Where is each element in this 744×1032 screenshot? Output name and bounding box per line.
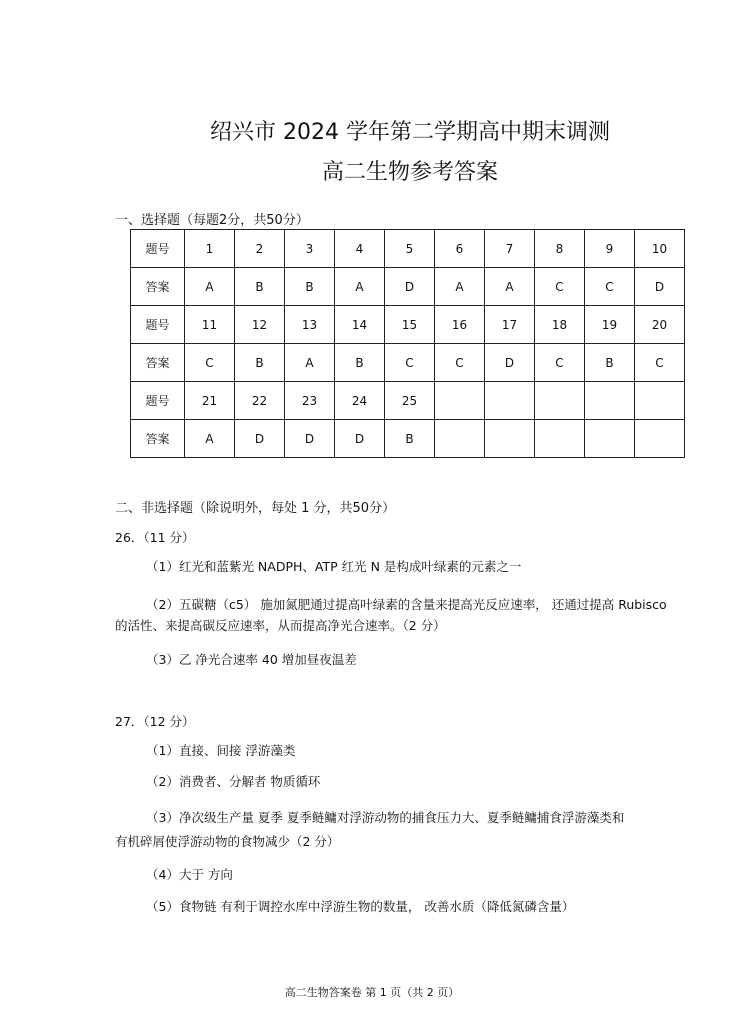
table-cell: A: [435, 268, 485, 306]
table-cell: [635, 382, 685, 420]
table-cell: A: [185, 420, 235, 458]
table-cell: 15: [385, 306, 435, 344]
table-cell: 22: [235, 382, 285, 420]
table-cell: 18: [535, 306, 585, 344]
row-label: 答案: [131, 420, 185, 458]
table-cell: 24: [335, 382, 385, 420]
table-cell: [485, 420, 535, 458]
table-cell: C: [535, 268, 585, 306]
table-cell: A: [185, 268, 235, 306]
q26-answer-3: （3）乙 净光合速率 40 增加昼夜温差: [146, 652, 357, 667]
table-cell: 23: [285, 382, 335, 420]
table-cell: 17: [485, 306, 535, 344]
table-row: [131, 230, 685, 268]
table-cell: 21: [185, 382, 235, 420]
table-cell: [435, 382, 485, 420]
row-label: 答案: [131, 344, 185, 382]
table-row: [131, 382, 685, 420]
row-label: 题号: [131, 306, 185, 344]
q26-answer-1: （1）红光和蓝紫光 NADPH、ATP 红光 N 是构成叶绿素的元素之一: [146, 559, 522, 574]
table-cell: 10: [635, 230, 685, 268]
q27-answer-5: （5）食物链 有利于调控水库中浮游生物的数量， 改善水质（降低氮磷含量）: [146, 899, 575, 914]
table-cell: C: [585, 268, 635, 306]
table-row: [131, 344, 685, 382]
q26-answer-2: （2）五碳糖（c5） 施加氮肥通过提高叶绿素的含量来提高光反应速率， 还通过提高 Rubisco: [146, 597, 667, 612]
table-cell: 13: [285, 306, 335, 344]
q27-answer-3-cont: 有机碎屑使浮游动物的食物减少（2 分）: [115, 834, 340, 849]
page-title: 绍兴市 2024 学年第二学期高中期末调测: [210, 120, 610, 145]
table-cell: D: [635, 268, 685, 306]
page-footer: 高二生物答案卷 第 1 页（共 2 页）: [284, 986, 460, 999]
table-cell: C: [385, 344, 435, 382]
table-cell: [585, 382, 635, 420]
table-cell: 4: [335, 230, 385, 268]
table-cell: 14: [335, 306, 385, 344]
table-cell: 12: [235, 306, 285, 344]
table-cell: 20: [635, 306, 685, 344]
table-cell: 8: [535, 230, 585, 268]
q27-answer-4: （4）大于 方向: [146, 867, 233, 882]
table-cell: 25: [385, 382, 435, 420]
section-nonchoice-heading: 二、非选择题（除说明外，每处 1 分，共50分）: [115, 501, 396, 516]
q27-answer-3: （3）净次级生产量 夏季 夏季鲢鳙对浮游动物的捕食压力大、夏季鲢鳙捕食浮游藻类和: [146, 810, 625, 825]
q27-header: 27．（12 分）: [115, 714, 195, 729]
table-cell: B: [235, 344, 285, 382]
table-cell: 7: [485, 230, 535, 268]
table-cell: B: [385, 420, 435, 458]
table-cell: D: [335, 420, 385, 458]
table-cell: 2: [235, 230, 285, 268]
table-cell: D: [235, 420, 285, 458]
row-label: 答案: [131, 268, 185, 306]
table-cell: 11: [185, 306, 235, 344]
table-cell: 9: [585, 230, 635, 268]
q27-answer-2: （2）消费者、分解者 物质循环: [146, 774, 321, 789]
table-cell: A: [335, 268, 385, 306]
table-row: [131, 420, 685, 458]
table-cell: 5: [385, 230, 435, 268]
table-cell: C: [635, 344, 685, 382]
table-row: [131, 268, 685, 306]
table-cell: B: [335, 344, 385, 382]
table-cell: B: [285, 268, 335, 306]
table-cell: [535, 382, 585, 420]
table-cell: 16: [435, 306, 485, 344]
table-cell: 19: [585, 306, 635, 344]
table-cell: 6: [435, 230, 485, 268]
table-cell: [635, 420, 685, 458]
section-choice-heading: 一、选择题（每题2分，共50分）: [115, 213, 309, 228]
page-subtitle: 高二生物参考答案: [321, 160, 498, 185]
table-cell: [585, 420, 635, 458]
q27-answer-1: （1）直接、间接 浮游藻类: [146, 743, 296, 758]
table-cell: B: [585, 344, 635, 382]
table-row: [131, 306, 685, 344]
table-cell: [535, 420, 585, 458]
table-cell: D: [385, 268, 435, 306]
table-cell: [485, 382, 535, 420]
table-cell: A: [285, 344, 335, 382]
table-cell: C: [535, 344, 585, 382]
table-cell: 1: [185, 230, 235, 268]
table-cell: B: [235, 268, 285, 306]
answer-table: [130, 229, 685, 458]
q26-header: 26．（11 分）: [115, 530, 195, 545]
table-cell: D: [485, 344, 535, 382]
table-cell: 3: [285, 230, 335, 268]
table-cell: C: [435, 344, 485, 382]
table-cell: D: [285, 420, 335, 458]
row-label: 题号: [131, 230, 185, 268]
row-label: 题号: [131, 382, 185, 420]
table-cell: C: [185, 344, 235, 382]
table-cell: [435, 420, 485, 458]
table-cell: A: [485, 268, 535, 306]
q26-answer-2-cont: 的活性、来提高碳反应速率，从而提高净光合速率。（2 分）: [115, 618, 446, 633]
